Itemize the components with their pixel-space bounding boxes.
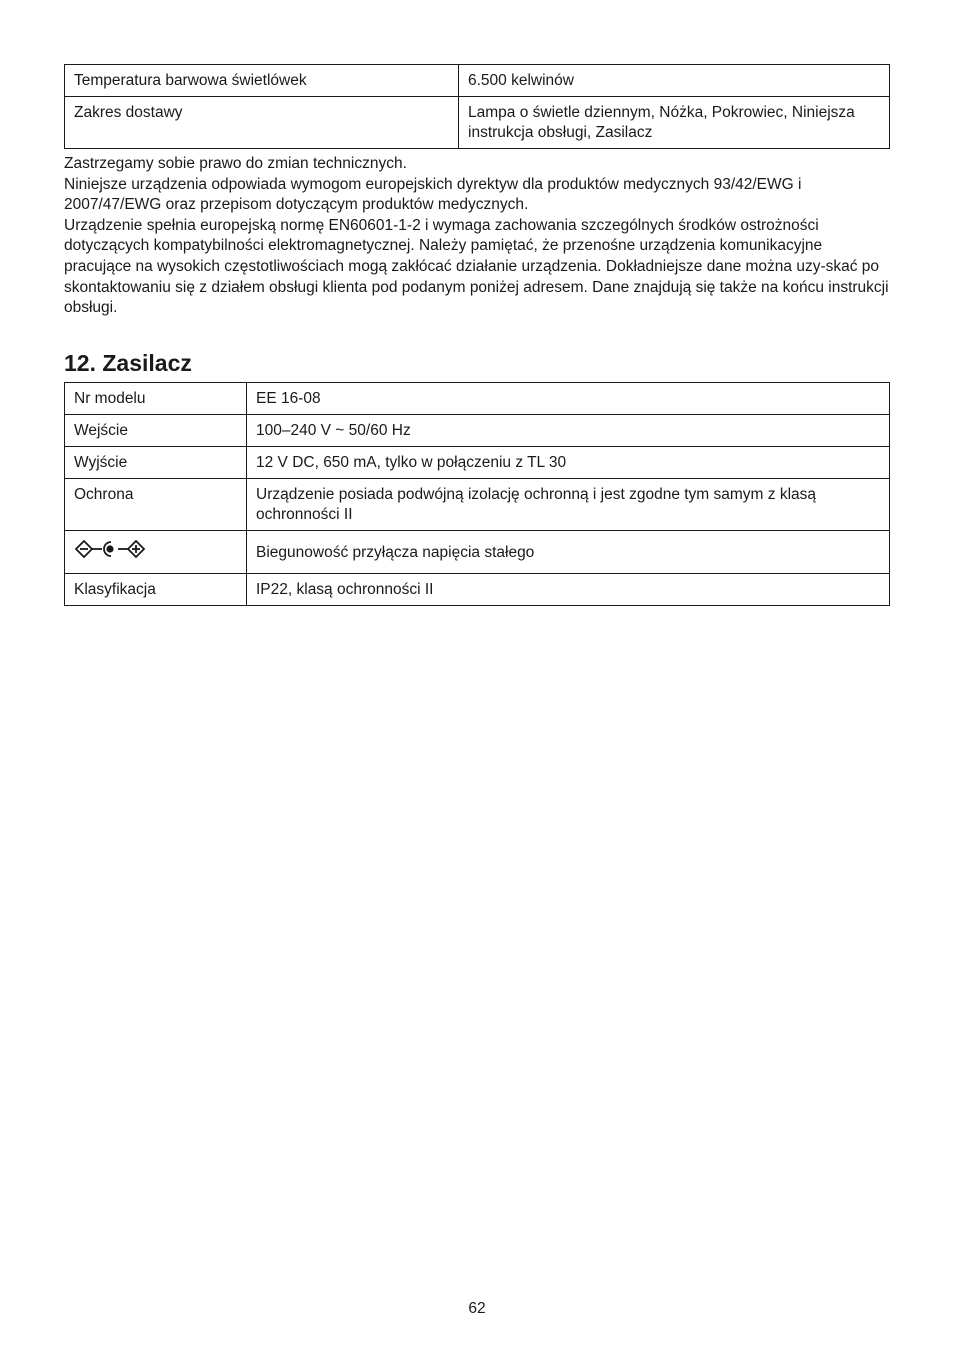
row-label: Ochrona (65, 478, 247, 530)
page-number: 62 (468, 1300, 486, 1317)
row-value: 12 V DC, 650 mA, tylko w połączeniu z TL 30 (247, 446, 890, 478)
row-label: Nr modelu (65, 382, 247, 414)
notes-text (64, 154, 890, 319)
table-row (65, 414, 890, 446)
row-value: EE 16-08 (247, 382, 890, 414)
dc-polarity-icon (74, 539, 148, 559)
table-row (65, 65, 890, 97)
row-value: Lampa o świetle dziennym, Nóżka, Pokrowiec, Niniejsza instrukcja obsługi, Zasilacz (459, 97, 890, 149)
row-label: Klasyfikacja (65, 573, 247, 605)
table-row (65, 530, 890, 573)
row-value: IP22, klasą ochronności II (247, 573, 890, 605)
document-page (64, 64, 890, 606)
row-value: 100–240 V ~ 50/60 Hz (247, 414, 890, 446)
table-row (65, 478, 890, 530)
spec-table-power-supply (64, 382, 890, 606)
table-row (65, 446, 890, 478)
row-label: Temperatura barwowa świetlówek (65, 65, 459, 97)
note-paragraph: Urządzenie spełnia europejską normę EN60601-1-2 i wymaga zachowania szczególnych środków ostrożności dotyczących kompatybilności elektromagnetycznej. Należy pamiętać, że przenośne urządzenia komunikacyjne pracujące na wysokich częstotliwościach mogą zakłócać działanie urządzenia. Dokładniejsze dane można uzy-skać po skontaktowaniu się z działem obsługi klienta pod podanym poniżej adresem. Dane znajdują się także na końcu instrukcji obsługi. (64, 216, 889, 317)
row-label: Wejście (65, 414, 247, 446)
row-value: 6.500 kelwinów (459, 65, 890, 97)
row-value: Biegunowość przyłącza napięcia stałego (247, 530, 890, 573)
row-label: Wyjście (65, 446, 247, 478)
section-heading: 12. Zasilacz (64, 349, 192, 376)
row-value: Urządzenie posiada podwójną izolację ochronną i jest zgodne tym samym z klasą ochronności II (247, 478, 890, 530)
row-label-icon (65, 530, 247, 573)
table-row (65, 97, 890, 149)
spec-table-lamp (64, 64, 890, 149)
note-paragraph: Niniejsze urządzenia odpowiada wymogom europejskich dyrektyw dla produktów medycznych 93/42/EWG i 2007/47/EWG oraz przepisom dotyczącym produktów medycznych. (64, 175, 802, 214)
row-label: Zakres dostawy (65, 97, 459, 149)
table-row (65, 573, 890, 605)
note-paragraph: Zastrzegamy sobie prawo do zmian technicznych. (64, 155, 407, 172)
table-row (65, 382, 890, 414)
